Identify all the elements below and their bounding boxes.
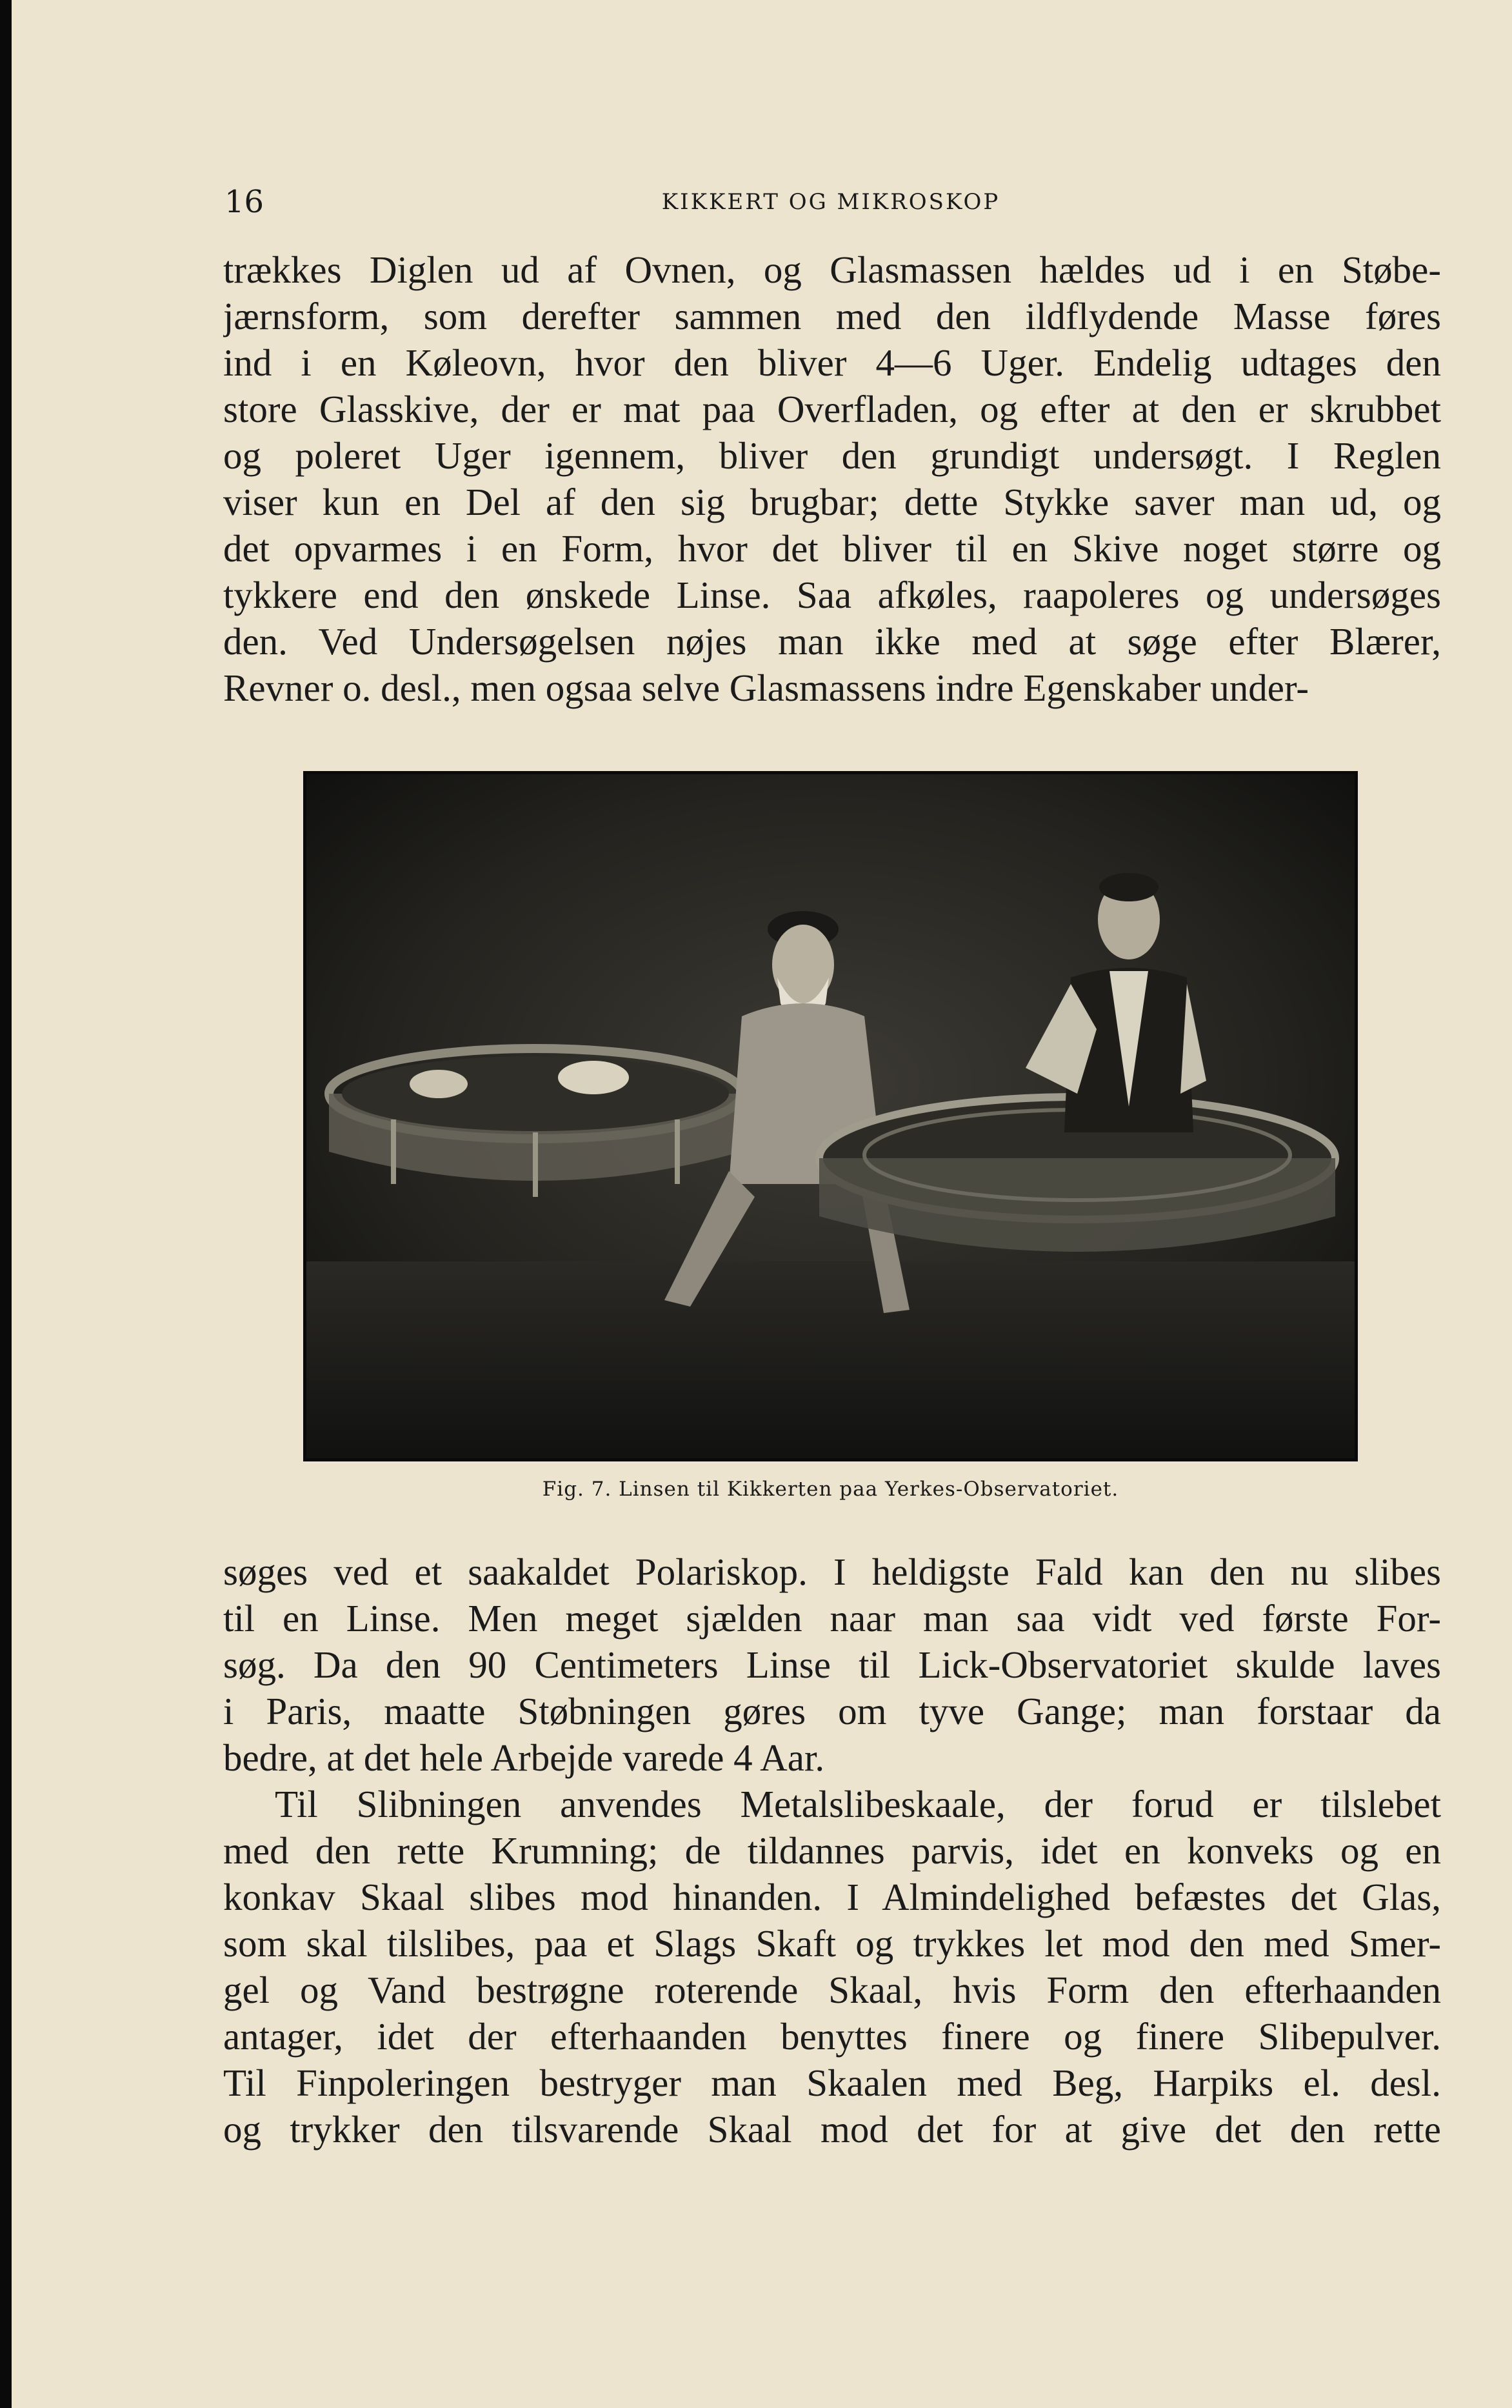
text-line: viser kun en Del af den sig brugbar; dette Stykke saver man ud, og bbox=[223, 481, 1441, 523]
running-title: KIKKERT OG MIKROSKOP bbox=[661, 189, 1000, 215]
text-line: søges ved et saakaldet Polariskop. I heldigste Fald kan den nu slibes bbox=[223, 1550, 1441, 1593]
paragraph-2 bbox=[223, 1549, 1441, 1781]
text-line: til en Linse. Men meget sjælden naar man saa vidt ved første For- bbox=[223, 1597, 1441, 1640]
text-line: og poleret Uger igennem, bliver den grundigt undersøgt. I Reglen bbox=[223, 434, 1441, 477]
photo-illustration bbox=[303, 771, 1358, 1461]
text-line: antager, idet der efterhaanden benyttes finere og finere Slibepulver. bbox=[223, 2015, 1441, 2058]
text-line: Til Slibningen anvendes Metalslibeskaale, der forud er tilslebet bbox=[275, 1783, 1441, 1825]
text-line: og trykker den tilsvarende Skaal mod det for at give det den rette bbox=[223, 2108, 1441, 2151]
text-line: som skal tilslibes, paa et Slags Skaft og trykkes let mod den med Smer- bbox=[223, 1922, 1441, 1965]
text-line: Revner o. desl., men ogsaa selve Glasmassens indre Egenskaber under- bbox=[223, 667, 1309, 709]
text-line: trækkes Diglen ud af Ovnen, og Glasmassen hældes ud i en Støbe- bbox=[223, 248, 1441, 291]
text-line: gel og Vand bestrøgne roterende Skaal, hvis Form den efterhaanden bbox=[223, 1969, 1441, 2011]
paragraph-1 bbox=[223, 246, 1441, 711]
text-line: den. Ved Undersøgelsen nøjes man ikke med at søge efter Blærer, bbox=[223, 620, 1441, 663]
text-line: ind i en Køleovn, hvor den bliver 4—6 Uger. Endelig udtages den bbox=[223, 341, 1441, 384]
text-line: tykkere end den ønskede Linse. Saa afkøles, raapoleres og undersøges bbox=[223, 574, 1441, 616]
text-line: store Glasskive, der er mat paa Overfladen, og efter at den er skrubbet bbox=[223, 388, 1441, 430]
text-line: jærnsform, som derefter sammen med den ildflydende Masse føres bbox=[223, 295, 1441, 337]
text-line: i Paris, maatte Støbningen gøres om tyve Gange; man forstaar da bbox=[223, 1690, 1441, 1732]
book-page bbox=[12, 0, 1512, 2408]
figure-photograph bbox=[303, 771, 1358, 1461]
text-line: søg. Da den 90 Centimeters Linse til Lick-Observatoriet skulde laves bbox=[223, 1643, 1441, 1686]
page-header bbox=[224, 184, 1437, 223]
text-line: Til Finpoleringen bestryger man Skaalen med Beg, Harpiks el. desl. bbox=[223, 2062, 1441, 2104]
text-line: det opvarmes i en Form, hvor det bliver til en Skive noget større og bbox=[223, 527, 1441, 570]
figure-caption: Fig. 7. Linsen til Kikkerten paa Yerkes-Observatoriet. bbox=[542, 1478, 1119, 1501]
text-line: med den rette Krumning; de tildannes parvis, idet en konveks og en bbox=[223, 1829, 1441, 1872]
left-lens-ring bbox=[329, 1048, 742, 1197]
text-line: bedre, at det hele Arbejde varede 4 Aar. bbox=[223, 1736, 825, 1779]
text-line: konkav Skaal slibes mod hinanden. I Almindelighed befæstes det Glas, bbox=[223, 1876, 1441, 1918]
paragraph-3 bbox=[223, 1781, 1441, 2152]
page-number: 16 bbox=[224, 184, 264, 220]
